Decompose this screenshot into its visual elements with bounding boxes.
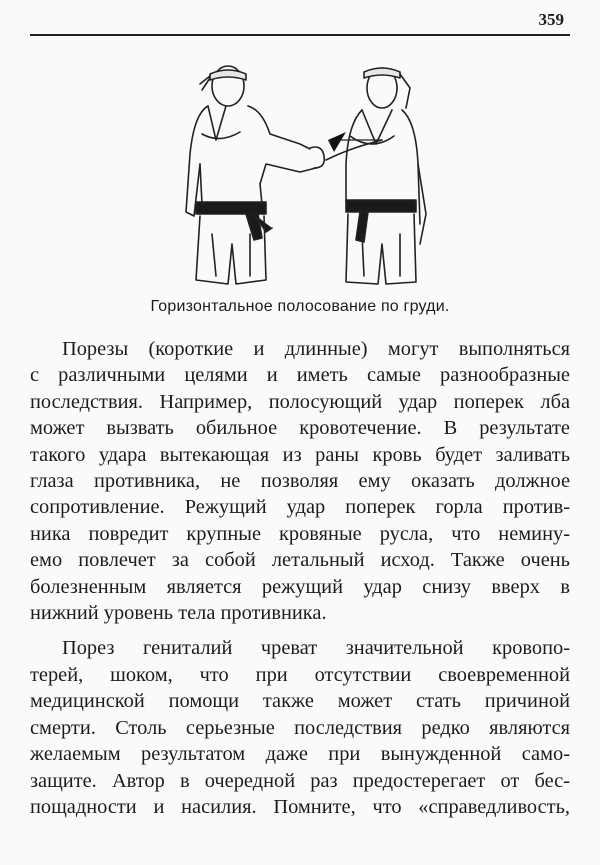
text-line: защите. Автор в очередной раз предостерегает от бес- [30, 769, 570, 792]
text-line: терей, шоком, что при отсутствии своевременной [30, 663, 570, 686]
paragraph-gap [30, 626, 570, 635]
text-line: пощадности и насилия. Помните, что «справедливость, [30, 795, 570, 818]
page-number: 359 [538, 10, 564, 29]
text-line: может вызвать обильное кровотечение. В результате [30, 417, 570, 440]
body-text [30, 336, 570, 820]
right-figure-icon [346, 68, 426, 284]
text-line: желаемым результатом даже при вынужденной само- [30, 743, 570, 766]
text-line: болезненным является режущий удар снизу вверх в [30, 575, 570, 598]
text-line: с различными целями и иметь самые разнообразные [30, 364, 570, 387]
header-rule [30, 34, 570, 36]
text-line: такого удара вытекающая из раны кровь будет заливать [30, 443, 570, 466]
text-line: Порезы (короткие и длинные) могут выполняться [62, 338, 570, 360]
left-figure-icon [186, 66, 324, 284]
text-line: ника повредит крупные кровяные русла, что немину- [30, 522, 570, 545]
text-line: нижний уровень тела противника. [30, 602, 327, 625]
text-line: смерти. Столь серьезные последствия редко являются [30, 716, 570, 739]
two-martial-artists-illustration [150, 44, 460, 294]
text-line: медицинской помощи также может стать причиной [30, 690, 570, 713]
figure-caption: Горизонтальное полосование по груди. [150, 298, 450, 315]
text-line: сопротивление. Режущий удар поперек горла против- [30, 496, 570, 519]
text-line: емо повлечет за собой летальный исход. Также очень [30, 549, 570, 572]
text-line: последствия. Например, полосующий удар поперек лба [30, 390, 570, 413]
text-line: глаза противника, не позволяя ему оказать должное [30, 470, 570, 493]
text-line: Порез гениталий чреват значительной кровопо- [62, 637, 570, 660]
